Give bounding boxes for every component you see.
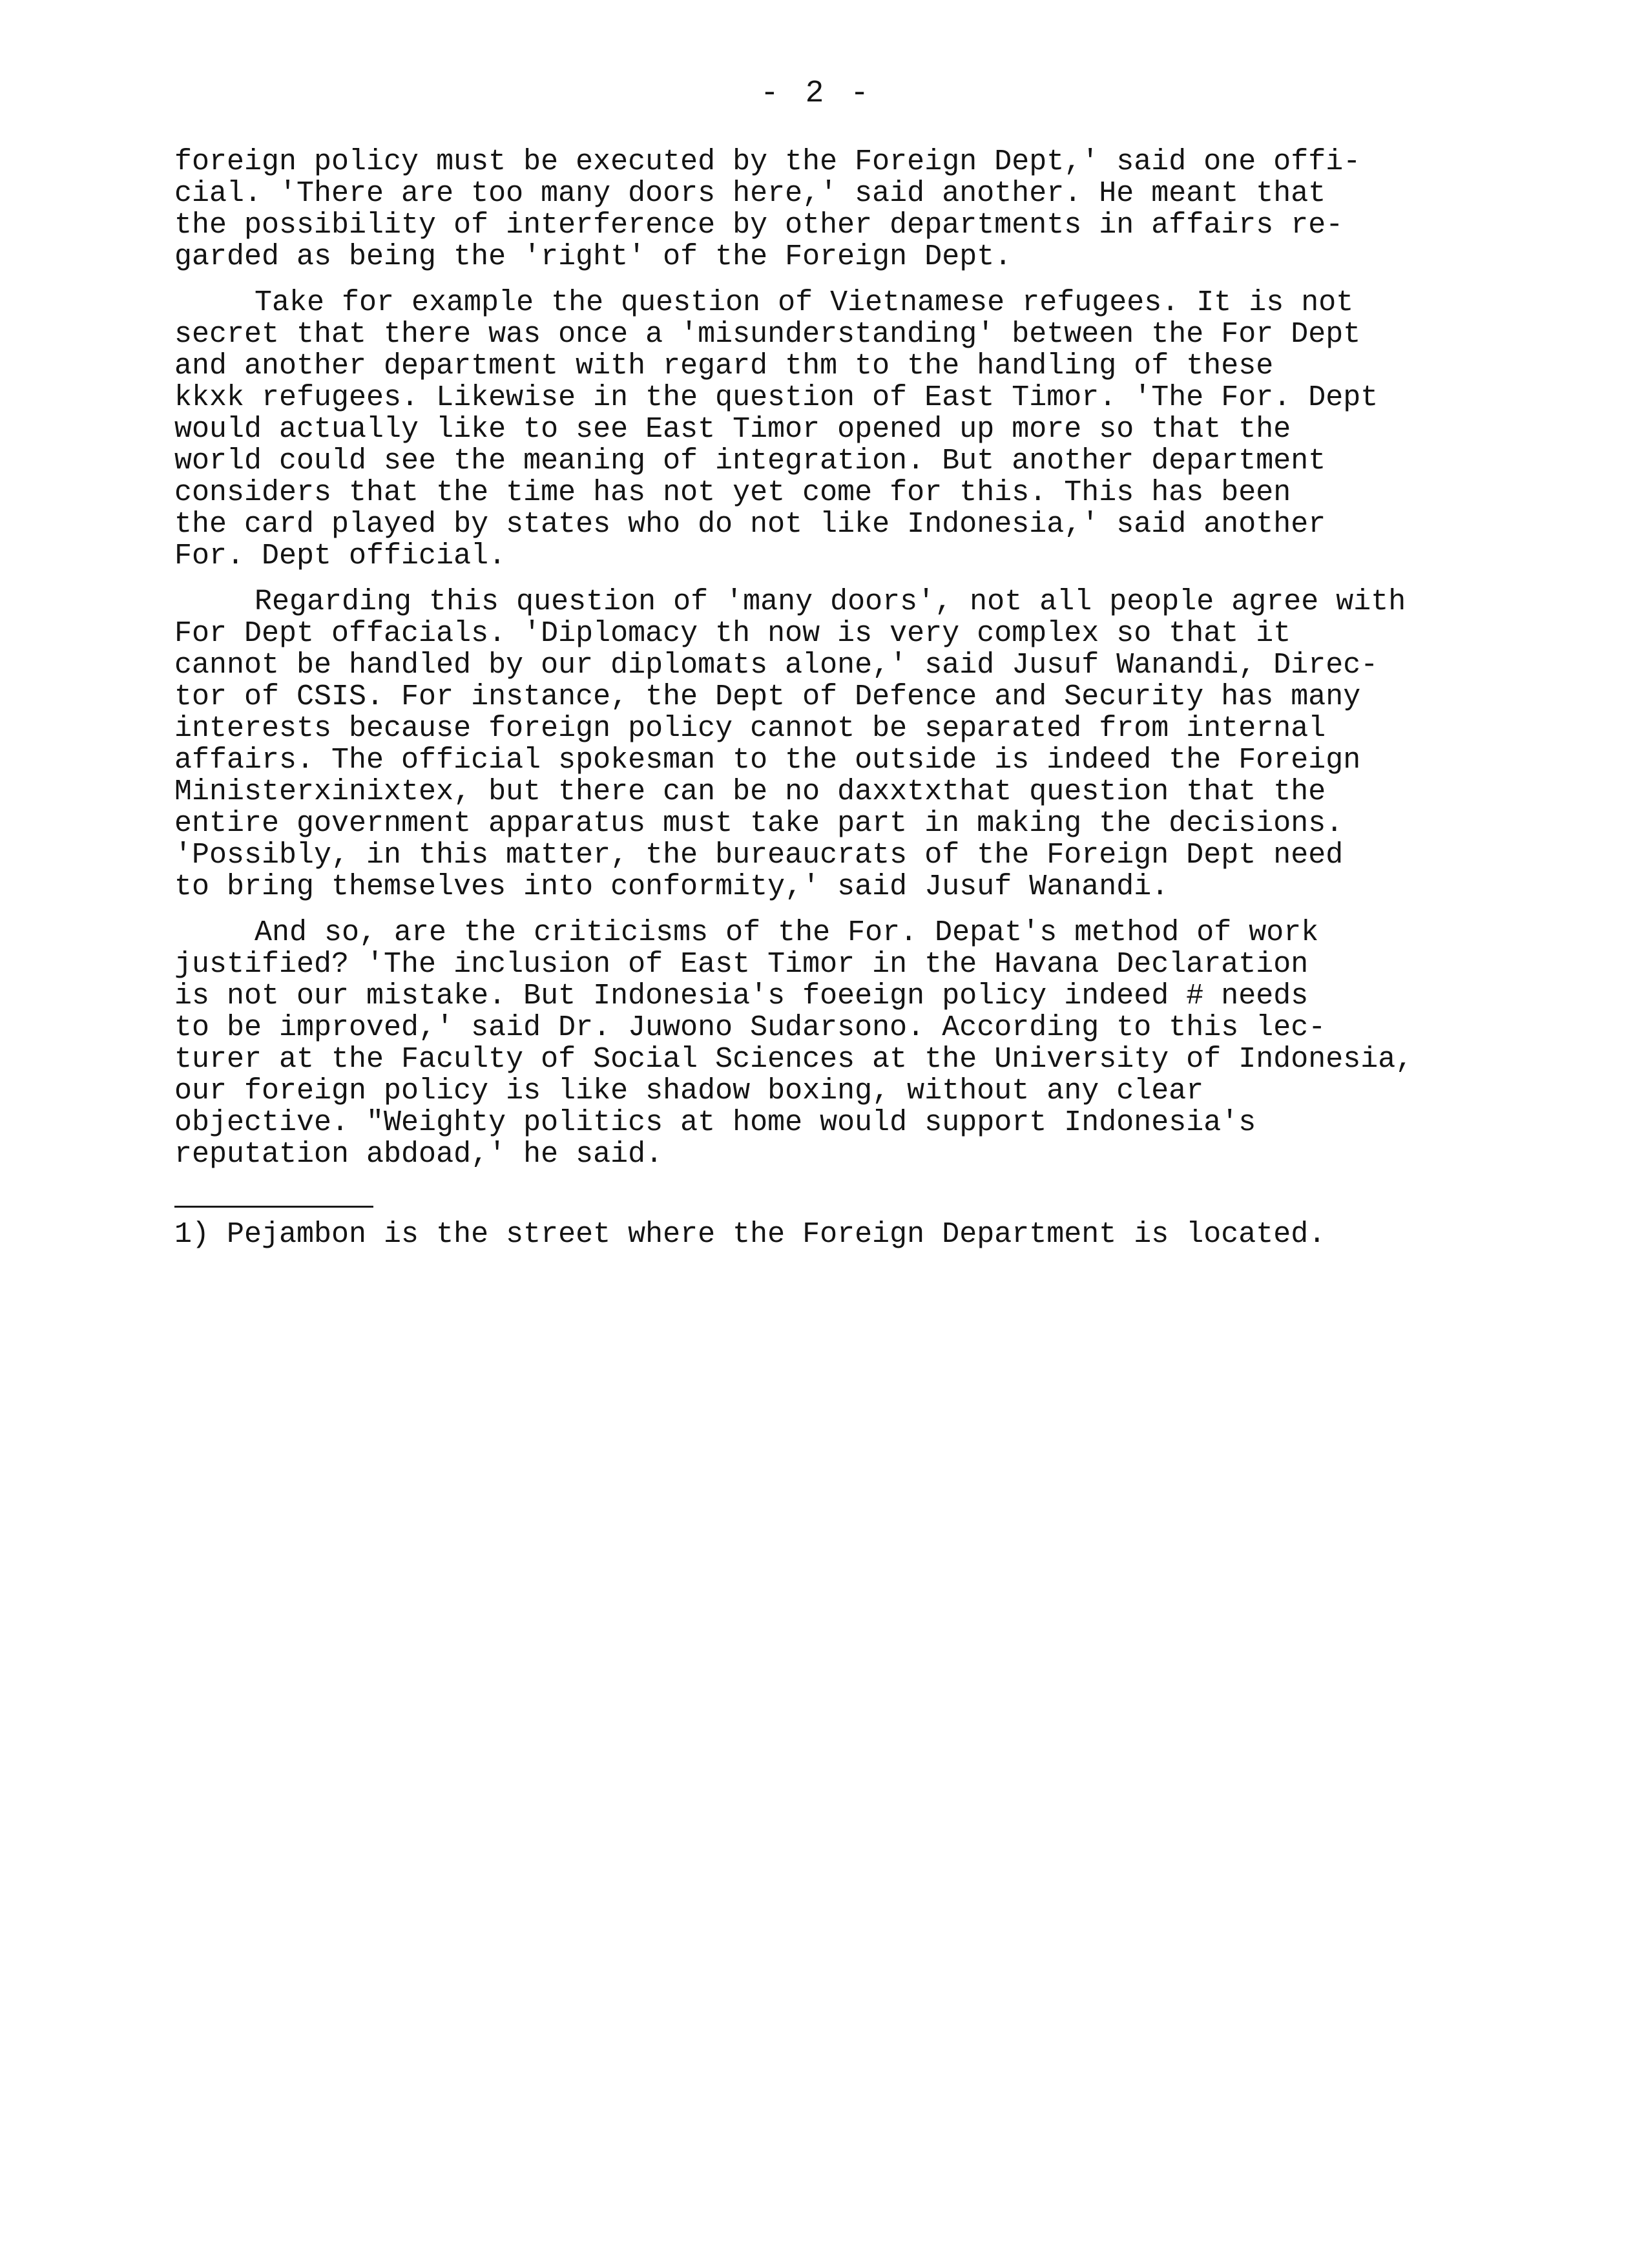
text-line: objective. "Weighty politics at home would support Indonesia's	[174, 1106, 1256, 1139]
text-line: For Dept offacials. 'Diplomacy th now is very complex so that it	[174, 617, 1291, 650]
text-line: reputation abdoad,' he said.	[174, 1138, 663, 1171]
text-line: garded as being the 'right' of the Foreign Dept.	[174, 240, 1012, 273]
text-line: tor of CSIS. For instance, the Dept of Defence and Security has many	[174, 680, 1361, 713]
text-line: would actually like to see East Timor opened up more so that the	[174, 413, 1291, 446]
text-line: cial. 'There are too many doors here,' said another. He meant that	[174, 177, 1326, 210]
text-line: the card played by states who do not like Indonesia,' said another	[174, 508, 1326, 541]
text-line: secret that there was once a 'misunderstanding' between the For Dept	[174, 318, 1361, 351]
text-line: affairs. The official spokesman to the outside is indeed the Foreign	[174, 744, 1361, 777]
text-line: to bring themselves into conformity,' said Jusuf Wanandi.	[174, 870, 1169, 903]
text-line: Ministerxinixtex, but there can be no daxxtxthat question that the	[174, 775, 1326, 808]
paragraph-4	[174, 917, 1563, 1170]
text-line: and another department with regard thm to the handling of these	[174, 350, 1274, 383]
text-line: For. Dept official.	[174, 540, 506, 572]
text-line: turer at the Faculty of Social Sciences at the University of Indonesia,	[174, 1043, 1413, 1076]
text-line: to be improved,' said Dr. Juwono Sudarsono. According to this lec-	[174, 1011, 1326, 1044]
text-line: Regarding this question of 'many doors', not all people agree with	[255, 585, 1406, 618]
paragraph-3	[174, 586, 1563, 903]
text-line: Take for example the question of Vietnamese refugees. It is not	[255, 286, 1354, 319]
text-line: 'Possibly, in this matter, the bureaucrats of the Foreign Dept need	[174, 839, 1344, 872]
text-line: is not our mistake. But Indonesia's foeeign policy indeed # needs	[174, 980, 1309, 1013]
text-line: cannot be handled by our diplomats alone,' said Jusuf Wanandi, Direc-	[174, 649, 1378, 682]
text-line: interests because foreign policy cannot be separated from internal	[174, 712, 1326, 745]
text-line: world could see the meaning of integration. But another department	[174, 445, 1326, 478]
text-line: justified? 'The inclusion of East Timor in the Havana Declaration	[174, 948, 1309, 981]
paragraph-1	[174, 146, 1563, 273]
text-line: kkxk refugees. Likewise in the question of East Timor. 'The For. Dept	[174, 381, 1378, 414]
text-line: the possibility of interference by other departments in affairs re-	[174, 209, 1344, 242]
body-text	[174, 146, 1563, 1184]
paragraph-2	[174, 287, 1563, 572]
page-number: - 2 -	[760, 76, 873, 111]
footnote-divider	[174, 1206, 373, 1208]
text-line: considers that the time has not yet come for this. This has been	[174, 476, 1291, 509]
footnote: 1) Pejambon is the street where the Foreign Department is located.	[174, 1218, 1326, 1251]
text-line: And so, are the criticisms of the For. Depat's method of work	[255, 916, 1319, 949]
text-line: foreign policy must be executed by the Foreign Dept,' said one offi-	[174, 145, 1361, 178]
text-line: entire government apparatus must take part in making the decisions.	[174, 807, 1344, 840]
text-line: our foreign policy is like shadow boxing, without any clear	[174, 1075, 1204, 1108]
